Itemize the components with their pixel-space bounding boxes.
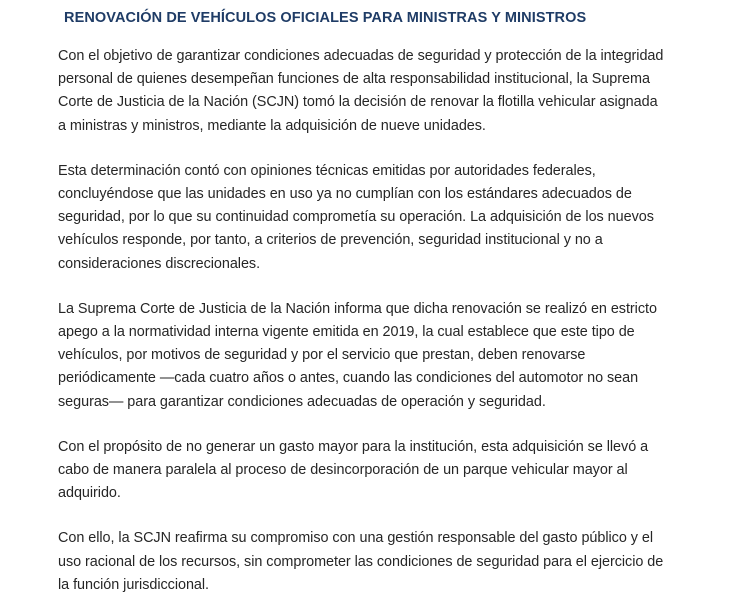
paragraph-5: Con ello, la SCJN reafirma su compromiso con una gestión responsable del gasto público y el uso racional de los recursos, sin comprometer las condiciones de seguridad para el ejercicio de la función jurisdiccional. — [58, 530, 664, 593]
paragraph-4: Con el propósito de no generar un gasto mayor para la institución, esta adquisición se llevó a cabo de manera paralela al proceso de desincorporación de un parque vehicular mayor al adquirido. — [58, 438, 649, 502]
page-title: RENOVACIÓN DE VEHÍCULOS OFICIALES PARA MINISTRAS Y MINISTROS — [64, 9, 587, 26]
paragraph-1: Con el objetivo de garantizar condiciones adecuadas de seguridad y protección de la integridad personal de quienes desempeñan funciones de alta responsabilidad institucional, la Suprema Corte de Justicia de la Nación (SCJN) tomó la decisión de renovar la flotilla vehicular asignada a ministras y ministros, mediante la adquisición de nueve unidades. — [58, 48, 664, 134]
document-body — [58, 45, 672, 597]
paragraph-3: La Suprema Corte de Justicia de la Nación informa que dicha renovación se realizó en estricto apego a la normatividad interna vigente emitida en 2019, la cual establece que este tipo de vehículos, por motivos de seguridad y por el servicio que prestan, deben renovarse periódicamente —cada cuatro años o antes, cuando las condiciones del automotor no sean seguras— para garantizar condiciones adecuadas de operación y seguridad. — [58, 300, 657, 410]
document-content — [58, 0, 672, 593]
paragraph-2: Esta determinación contó con opiniones técnicas emitidas por autoridades federales, concluyéndose que las unidades en uso ya no cumplían con los estándares adecuados de seguridad, por lo que su continuidad comprometía su operación. La adquisición de los nuevos vehículos responde, por tanto, a criterios de prevención, seguridad institucional y no a consideraciones discrecionales. — [58, 162, 654, 272]
